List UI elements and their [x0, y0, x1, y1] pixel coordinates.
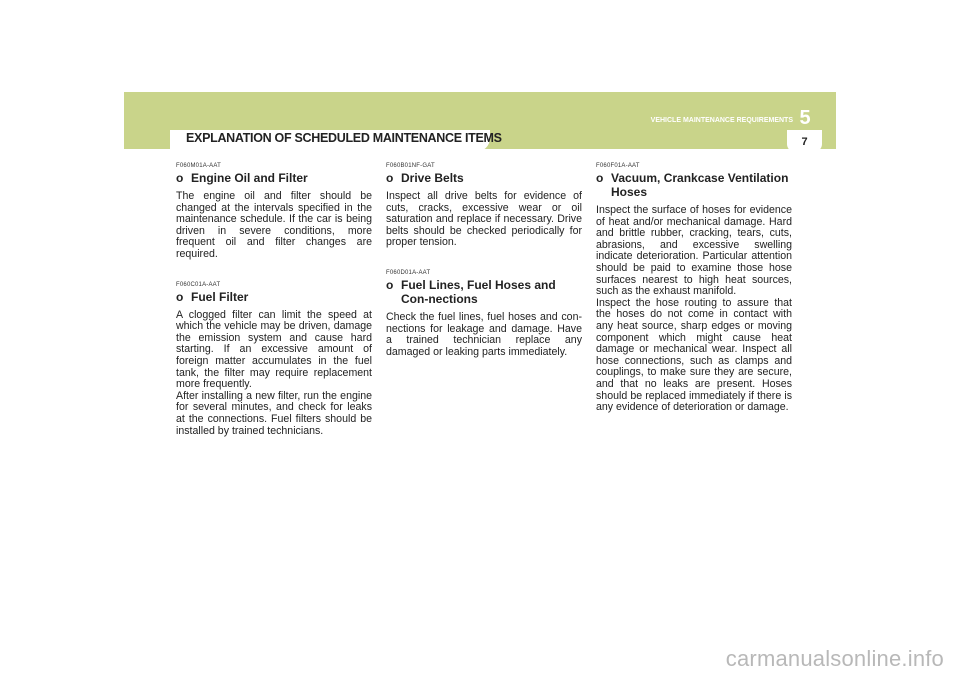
item-title [386, 171, 582, 185]
maintenance-item-vacuum-hoses [596, 163, 792, 414]
item-title [596, 171, 792, 199]
maintenance-item-drive-belts [386, 163, 582, 249]
item-body: Inspect the surface of hoses for evidence of heat and/or mechanical damage. Hard and brittle rubber, cracking, tears, cuts, abrasions, and excessive swelling indicate deterioration. Particular attention should be paid to examine those hose surfaces nearest to high heat sources, such as the exhaust manifold. [596, 204, 792, 298]
item-body: A clogged filter can limit the speed at which the vehicle may be driven, damage the emission system and cause hard starting. If an excessive amount of foreign matter accumulates in the fuel tank, the filter may require replacement more frequently. [176, 308, 372, 391]
maintenance-item-engine-oil [176, 163, 372, 261]
item-title-text: Vacuum, Crankcase Ventilation Hoses [611, 171, 789, 199]
item-code: F060M01A-AAT [176, 163, 221, 169]
section-title: EXPLANATION OF SCHEDULED MAINTENANCE ITEMS [186, 131, 502, 145]
bullet-marker: o [386, 277, 394, 292]
chapter-number: 5 [799, 107, 811, 129]
column-middle [386, 163, 582, 379]
item-code: F060D01A-AAT [386, 269, 431, 276]
maintenance-item-fuel-lines [386, 270, 582, 358]
item-body: Check the fuel lines, fuel hoses and con-nections for leakage and damage. Have a trained technician replace any damaged or leaking parts immediately. [386, 310, 582, 358]
item-body: Inspect all drive belts for evidence of cuts, cracks, excessive wear or oil saturation and replace if necessary. Drive belts should be checked periodically for proper tension. [386, 190, 582, 249]
item-title [386, 278, 582, 306]
bullet-marker: o [176, 289, 184, 304]
chapter-title: VEHICLE MAINTENANCE REQUIREMENTS [650, 117, 793, 124]
bullet-marker: o [176, 171, 184, 185]
column-right [596, 163, 792, 435]
item-title [176, 171, 372, 185]
page-number: 7 [801, 136, 808, 148]
item-title [176, 290, 372, 304]
item-code: F060C01A-AAT [176, 281, 221, 288]
bullet-marker: o [596, 171, 604, 185]
item-title-text: Fuel Lines, Fuel Hoses and Con-nections [401, 277, 556, 306]
bullet-marker: o [386, 171, 394, 185]
watermark-link[interactable]: carmanualsonline.info [725, 646, 944, 671]
column-left [176, 163, 372, 458]
maintenance-item-fuel-filter [176, 282, 372, 438]
item-code: F060F01A-AAT [596, 163, 640, 169]
item-code: F060B01NF-GAT [386, 163, 435, 169]
item-title-text: Engine Oil and Filter [191, 171, 308, 185]
item-body-continued: Inspect the hose routing to assure that the hoses do not come in contact with any heat source, sharp edges or moving component which might cause heat damage or mechanical wear. Inspect all hose connections, such as clamps and couplings, to make sure they are secure, and that no leaks are present. Hoses should be replaced immediately if there is any evidence of deterioration or damage. [596, 296, 792, 414]
item-title-text: Drive Belts [401, 171, 464, 185]
item-title-text: Fuel Filter [191, 289, 249, 304]
item-body: The engine oil and filter should be changed at the intervals specified in the maintenance schedule. If the car is being driven in severe conditions, more frequent oil and filter changes are required. [176, 190, 372, 260]
item-body-continued: After installing a new filter, run the engine for several minutes, and check for leaks at the connections. Fuel filters should be installed by trained technicians. [176, 389, 372, 437]
